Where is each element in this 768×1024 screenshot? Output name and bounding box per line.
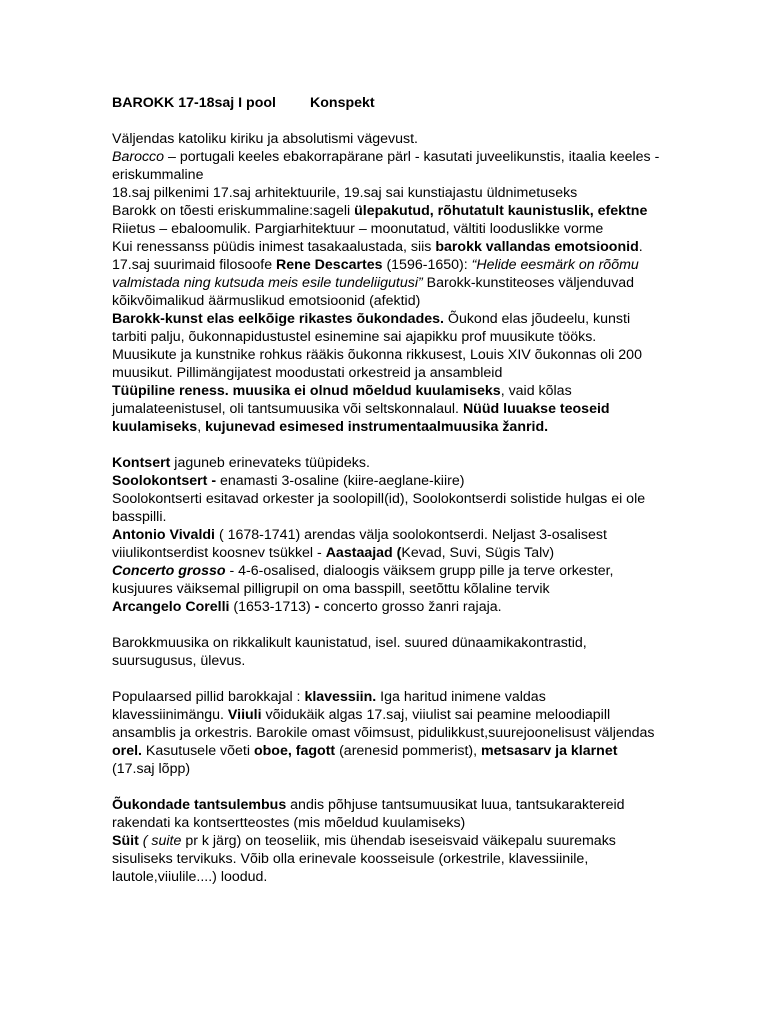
text-run: Populaarsed pillid barokkajal : [112, 689, 305, 705]
text-line [112, 526, 660, 562]
text-line [112, 220, 660, 238]
text-line [112, 310, 660, 382]
text-run: ülepakutud, rõhutatult kaunistuslik, efektne [354, 203, 648, 219]
text-run: (1653-1713) [229, 599, 315, 615]
text-line [112, 184, 660, 202]
text-run: (1596-1650): [382, 257, 472, 273]
text-run: Concerto grosso [112, 563, 226, 579]
text-run: , vaid kõlas jumalateenistusel, oli tantsumuusika või seltskonnalaul. [112, 383, 572, 417]
text-run: Õukond elas jõudeelu, kunsti tarbiti palju, õukonnapidustustel esinemine sai ajapikku prof muusikute tööks. Muusikute ja kunstnike rohkus rääkis õukonna rikkusest, Louis XIV õukonnas oli 200 muusikut. Pillimängijatest moodustati orkestreid ja ansambleid [112, 311, 642, 381]
text-run: Barokk-kunstiteoses väljenduvad kõikvõimalikud äärmuslikud emotsioonid (afektid) [112, 275, 635, 309]
text-line [112, 832, 660, 886]
text-run: metsasarv ja klarnet [481, 743, 618, 759]
text-run: 18.saj pilkenimi 17.saj arhitektuurile, 19.saj sai kunstiajastu üldnimetuseks [112, 185, 578, 201]
text-run: ( 1678-1741) arendas välja soolokontserdi. Neljast 3-osalisest viiulikontserdist koosnev tsükkel - [112, 527, 607, 561]
text-run: Soolokontserti esitavad orkester ja soolopill(id), Soolokontserdi solistide hulgas ei ole basspilli. [112, 491, 646, 525]
text-run: “Helide eesmärk on rõõmu valmistada ning kutsuda meis esile tundeliigutusi” [112, 257, 639, 291]
paragraph-block [112, 796, 660, 886]
text-run: Iga haritud inimene valdas klavessiinimängu. [112, 689, 546, 723]
text-run: Tüüpiline reness. muusika ei olnud mõeldud kuulamiseks [112, 383, 501, 399]
text-run: kujunevad esimesed instrumentaalmuusika žanrid. [205, 419, 549, 435]
text-run: Viiuli [227, 707, 262, 723]
paragraph-block [112, 688, 660, 778]
text-line [112, 688, 660, 778]
text-line [112, 202, 660, 220]
text-run: Kevad, Suvi, Sügis Talv) [401, 545, 555, 561]
text-run: concerto grosso žanri rajaja. [319, 599, 502, 615]
text-run: orel. [112, 743, 142, 759]
document-body [112, 94, 660, 904]
paragraph-block [112, 634, 660, 670]
document-title [112, 94, 660, 112]
text-line [112, 454, 660, 472]
text-run: Riietus – ebaloomulik. Pargiarhitektuur – moonutatud, vältiti looduslikke vorme [112, 221, 604, 237]
text-line [112, 472, 660, 490]
text-run: Kontsert [112, 455, 171, 471]
text-line [112, 634, 660, 670]
text-run: oboe, fagott [253, 743, 336, 759]
title-konspekt: Konspekt [309, 95, 375, 111]
title-text: BAROKK 17-18saj I pool [112, 95, 276, 111]
document-content [112, 130, 660, 886]
text-run: - [314, 599, 320, 615]
text-line [112, 796, 660, 832]
text-run: Aastaajad ( [325, 545, 402, 561]
paragraph-block [112, 454, 660, 616]
text-run: Soolokontsert - [112, 473, 217, 489]
text-run: Süit [112, 833, 139, 849]
text-run: Kasutusele võeti [141, 743, 254, 759]
text-run: barokk vallandas emotsioonid [435, 239, 639, 255]
text-run: (17.saj lõpp) [112, 761, 191, 777]
text-run: Barocco [112, 149, 165, 165]
text-run: - 4-6-osalised, dialoogis väiksem grupp pille ja terve orkester, kusjuures väiksemal pilligrupil on oma basspill, seetõttu kõlaline tervik [112, 563, 614, 597]
text-line [112, 148, 660, 184]
text-line [112, 562, 660, 598]
text-run: Barokkmuusika on rikkalikult kaunistatud, isel. suured dünaamikakontrastid, suursugusus, ülevus. [112, 635, 587, 669]
text-run: enamasti 3-osaline (kiire-aeglane-kiire) [216, 473, 465, 489]
paragraph-block [112, 130, 660, 436]
text-run: Väljendas katoliku kiriku ja absolutismi vägevust. [112, 131, 418, 147]
text-run: Rene Descartes [276, 257, 383, 273]
text-run: (arenesid pommerist), [335, 743, 481, 759]
text-run: – portugali keeles ebakorrapärane pärl - kasutati juveelikunstis, itaalia keeles - eriskummaline [112, 149, 660, 183]
text-run: Arcangelo Corelli [112, 599, 230, 615]
text-line [112, 238, 660, 310]
text-run: Kui renessanss püüdis inimest tasakaalustada, siis [112, 239, 436, 255]
text-line [112, 598, 660, 616]
text-line [112, 490, 660, 526]
text-run: võidukäik algas 17.saj, viiulist sai peamine meloodiapill ansamblis ja orkestris. Barokile omast võimsust, pidulikkust,suurejoonelisust väljendas [112, 707, 655, 741]
text-run: pr k järg) on teoseliik, mis ühendab iseseisvaid väikepalu suuremaks sisuliseks tervikuks. Võib olla erinevale koosseisule (orkestrile, klavessiinile, lautole,viiulile....) loodud. [112, 833, 616, 885]
text-run: Nüüd luuakse teoseid kuulamiseks [112, 401, 610, 435]
text-run: Antonio Vivaldi [112, 527, 215, 543]
text-run: . 17.saj suurimaid filosoofe [112, 239, 643, 273]
text-run: , [197, 419, 206, 435]
text-line [112, 382, 660, 436]
text-run: Õukondade tantsulembus [112, 797, 287, 813]
text-run: ( suite [138, 833, 182, 849]
text-run: jaguneb erinevateks tüüpideks. [170, 455, 370, 471]
text-line [112, 130, 660, 148]
text-run: Barokk-kunst elas eelkõige rikastes õukondades. [112, 311, 444, 327]
text-run: andis põhjuse tantsumuusikat luua, tantsukaraktereid rakendati ka kontsertteostes (mis mõeldud kuulamiseks) [112, 797, 625, 831]
text-run: Barokk on tõesti eriskummaline:sageli [112, 203, 355, 219]
text-run: klavessiin. [304, 689, 377, 705]
